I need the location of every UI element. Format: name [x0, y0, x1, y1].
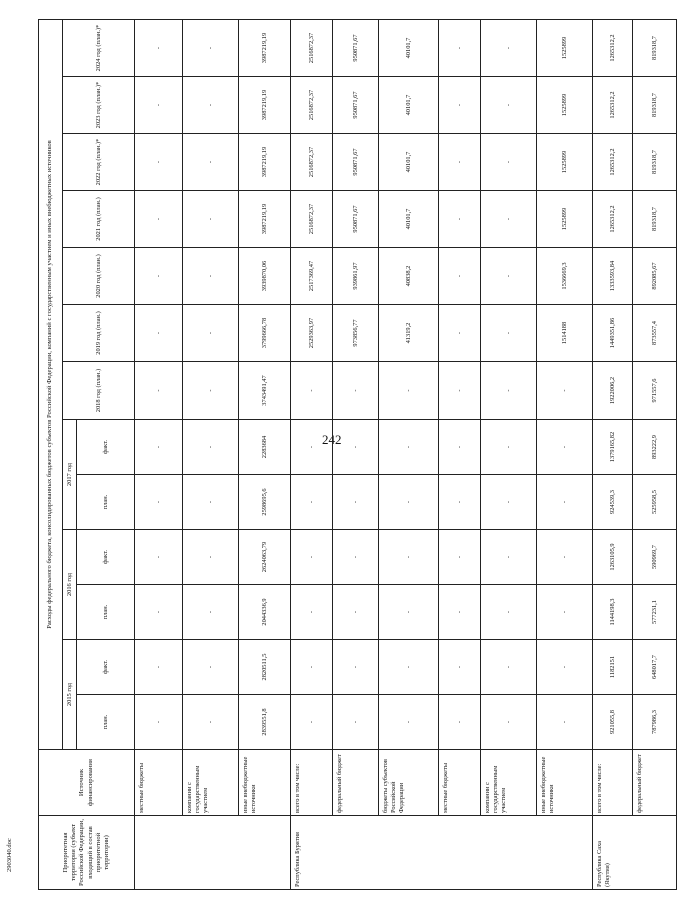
value-cell: 2624063,79 — [239, 530, 291, 585]
value-cell: - — [379, 695, 439, 750]
value-cell: 819318,7 — [633, 191, 677, 248]
table-row — [379, 20, 439, 890]
value-cell: 1265312,2 — [593, 191, 633, 248]
value-cell: - — [183, 420, 239, 475]
value-cell: - — [439, 305, 481, 362]
header-fact: факт. — [77, 640, 135, 695]
value-cell: 3799666,78 — [239, 305, 291, 362]
value-cell: - — [481, 475, 537, 530]
value-cell: - — [135, 695, 183, 750]
table-row — [333, 20, 379, 890]
value-cell: 2839551,8 — [239, 695, 291, 750]
value-cell: - — [135, 77, 183, 134]
value-cell: 648017,7 — [633, 640, 677, 695]
value-cell: - — [333, 585, 379, 640]
value-cell: 40101,7 — [379, 134, 439, 191]
value-cell: - — [439, 475, 481, 530]
value-cell: 1536669,3 — [537, 248, 593, 305]
header-2021: 2021 год (план.) — [63, 191, 135, 248]
value-cell: - — [291, 362, 333, 420]
value-cell: 1265312,2 — [593, 77, 633, 134]
value-cell: - — [183, 77, 239, 134]
source-cell: иные внебюджетные источники — [239, 750, 291, 816]
table-row — [291, 20, 333, 890]
value-cell: - — [379, 640, 439, 695]
value-cell: 1525899 — [537, 20, 593, 77]
value-cell: - — [439, 530, 481, 585]
header-expenses: Расходы федерального бюджета, консолидированных бюджетов субъектов Российской Федерации, компаний с государственным участием и иных внебюджетных источников — [39, 20, 63, 750]
value-cell: - — [183, 305, 239, 362]
value-cell: - — [481, 585, 537, 640]
table-row — [633, 20, 677, 890]
header-year-2017: 2017 год — [63, 420, 77, 530]
value-cell: 819318,7 — [633, 134, 677, 191]
table-row — [239, 20, 291, 890]
value-cell: - — [183, 20, 239, 77]
header-fact: факт. — [77, 420, 135, 475]
value-cell: - — [183, 640, 239, 695]
value-cell: - — [183, 248, 239, 305]
value-cell: 1922006,2 — [593, 362, 633, 420]
value-cell: - — [481, 695, 537, 750]
value-cell: 1265312,2 — [593, 134, 633, 191]
value-cell: - — [183, 362, 239, 420]
value-cell: 1379165,82 — [593, 420, 633, 475]
territory-cell: Республика Саха (Якутия) — [593, 816, 677, 890]
value-cell: 2283684 — [239, 420, 291, 475]
value-cell: - — [333, 475, 379, 530]
value-cell: 525958,5 — [633, 475, 677, 530]
source-cell: федеральный бюджет — [333, 750, 379, 816]
value-cell: - — [439, 695, 481, 750]
value-cell: - — [439, 248, 481, 305]
document-id: 2903040.doc — [6, 838, 13, 872]
value-cell: 950871,67 — [333, 77, 379, 134]
value-cell: - — [291, 585, 333, 640]
value-cell: 973856,77 — [333, 305, 379, 362]
value-cell: 41319,2 — [379, 305, 439, 362]
value-cell: 921055,8 — [593, 695, 633, 750]
table-row — [593, 20, 633, 890]
budget-table — [38, 19, 677, 890]
header-2019: 2019 год (план.) — [63, 305, 135, 362]
value-cell: - — [333, 640, 379, 695]
value-cell: - — [183, 475, 239, 530]
value-cell: 950871,67 — [333, 191, 379, 248]
source-cell: всего в том числе: — [291, 750, 333, 816]
table-row — [183, 20, 239, 890]
value-cell: - — [537, 362, 593, 420]
value-cell: - — [481, 420, 537, 475]
value-cell: - — [439, 20, 481, 77]
value-cell: 971557,6 — [633, 362, 677, 420]
value-cell: - — [481, 191, 537, 248]
value-cell: 1265312,2 — [593, 20, 633, 77]
source-cell: бюджеты субъектов Российской Федерации — [379, 750, 439, 816]
value-cell: 1525899 — [537, 134, 593, 191]
header-year-2016: 2016 год — [63, 530, 77, 640]
value-cell: 3939870,06 — [239, 248, 291, 305]
value-cell: - — [439, 362, 481, 420]
rotated-table-container — [38, 20, 658, 890]
value-cell: 1263105,9 — [593, 530, 633, 585]
value-cell: - — [537, 475, 593, 530]
value-cell: - — [183, 585, 239, 640]
value-cell: 2516872,37 — [291, 134, 333, 191]
value-cell: - — [183, 530, 239, 585]
value-cell: - — [135, 640, 183, 695]
value-cell: 950871,67 — [333, 20, 379, 77]
value-cell: - — [333, 362, 379, 420]
value-cell: - — [481, 305, 537, 362]
source-cell: федеральный бюджет — [633, 750, 677, 816]
value-cell: - — [291, 695, 333, 750]
value-cell: - — [537, 640, 593, 695]
value-cell: 819318,7 — [633, 77, 677, 134]
table-body — [135, 20, 677, 890]
header-2022: 2022 год (план.)* — [63, 134, 135, 191]
value-cell: - — [379, 475, 439, 530]
header-source: Источник финансирования — [39, 750, 135, 816]
value-cell: - — [439, 191, 481, 248]
value-cell: - — [439, 134, 481, 191]
value-cell: 1525899 — [537, 77, 593, 134]
value-cell: - — [379, 585, 439, 640]
value-cell: - — [439, 77, 481, 134]
value-cell: 40101,7 — [379, 20, 439, 77]
value-cell: - — [135, 191, 183, 248]
value-cell: - — [537, 585, 593, 640]
value-cell: 873557,4 — [633, 305, 677, 362]
value-cell: - — [291, 420, 333, 475]
value-cell: 2516872,37 — [291, 20, 333, 77]
value-cell: 924539,3 — [593, 475, 633, 530]
table-row — [439, 20, 481, 890]
value-cell: 577231,1 — [633, 585, 677, 640]
value-cell: - — [439, 420, 481, 475]
value-cell: 893222,9 — [633, 420, 677, 475]
value-cell: - — [333, 530, 379, 585]
value-cell: 950871,67 — [333, 134, 379, 191]
header-plan: план. — [77, 695, 135, 750]
value-cell: 1182151 — [593, 640, 633, 695]
value-cell: - — [379, 362, 439, 420]
value-cell: - — [135, 475, 183, 530]
value-cell: 1449351,86 — [593, 305, 633, 362]
value-cell: - — [183, 695, 239, 750]
table-row — [135, 20, 183, 890]
value-cell: - — [135, 248, 183, 305]
value-cell: - — [481, 530, 537, 585]
value-cell: 1514188 — [537, 305, 593, 362]
value-cell: 1333593,84 — [593, 248, 633, 305]
value-cell: - — [481, 640, 537, 695]
header-2018: 2018 год (план.) — [63, 362, 135, 420]
value-cell: 40838,2 — [379, 248, 439, 305]
source-cell: местные бюджеты — [439, 750, 481, 816]
value-cell: 1144198,3 — [593, 585, 633, 640]
value-cell: - — [537, 695, 593, 750]
value-cell: - — [481, 248, 537, 305]
header-plan: план. — [77, 585, 135, 640]
value-cell: 2529363,97 — [291, 305, 333, 362]
header-fact: факт. — [77, 530, 135, 585]
source-cell: всего в том числе: — [593, 750, 633, 816]
value-cell: 787986,3 — [633, 695, 677, 750]
source-cell: иные внебюджетные источники — [537, 750, 593, 816]
territory-cell: Республика Бурятия — [291, 816, 593, 890]
header-2020: 2020 год (план.) — [63, 248, 135, 305]
value-cell: - — [135, 530, 183, 585]
value-cell: 3987219,19 — [239, 77, 291, 134]
value-cell: - — [439, 585, 481, 640]
page-number: 242 — [322, 432, 342, 447]
value-cell: - — [135, 585, 183, 640]
value-cell: 40101,7 — [379, 191, 439, 248]
value-cell: 3743491,47 — [239, 362, 291, 420]
value-cell: 3987219,19 — [239, 134, 291, 191]
value-cell: 40101,7 — [379, 77, 439, 134]
value-cell: - — [537, 530, 593, 585]
value-cell: 939861,97 — [333, 248, 379, 305]
value-cell: - — [439, 640, 481, 695]
value-cell: 1525899 — [537, 191, 593, 248]
source-cell: местные бюджеты — [135, 750, 183, 816]
source-cell: компании с государственным участием — [183, 750, 239, 816]
value-cell: - — [183, 191, 239, 248]
value-cell: - — [481, 134, 537, 191]
value-cell: - — [537, 420, 593, 475]
territory-cell — [135, 816, 291, 890]
value-cell: 2044336,9 — [239, 585, 291, 640]
value-cell: - — [333, 420, 379, 475]
table-row — [481, 20, 537, 890]
value-cell: - — [333, 695, 379, 750]
header-territory: Приоритетная территория (субъект Российской Федерации, входящий в состав приоритетной территории) — [39, 816, 135, 890]
value-cell: 590969,7 — [633, 530, 677, 585]
value-cell: 2820511,5 — [239, 640, 291, 695]
value-cell: - — [135, 20, 183, 77]
value-cell: 819318,7 — [633, 20, 677, 77]
value-cell: - — [291, 475, 333, 530]
value-cell: - — [135, 134, 183, 191]
value-cell: 3987219,19 — [239, 20, 291, 77]
value-cell: - — [379, 530, 439, 585]
value-cell: - — [379, 420, 439, 475]
value-cell: 892085,67 — [633, 248, 677, 305]
header-year-2015: 2015 год — [63, 640, 77, 750]
value-cell: - — [481, 20, 537, 77]
value-cell: - — [135, 305, 183, 362]
value-cell: 2598695,6 — [239, 475, 291, 530]
value-cell: - — [481, 362, 537, 420]
value-cell: 2517369,47 — [291, 248, 333, 305]
value-cell: 2516872,37 — [291, 77, 333, 134]
source-cell: компании с государственным участием — [481, 750, 537, 816]
value-cell: - — [183, 134, 239, 191]
header-2023: 2023 год (план.)* — [63, 77, 135, 134]
value-cell: - — [135, 362, 183, 420]
value-cell: - — [291, 640, 333, 695]
value-cell: 3987219,19 — [239, 191, 291, 248]
header-2024: 2024 год (план.)* — [63, 20, 135, 77]
value-cell: - — [135, 420, 183, 475]
value-cell: 2516872,37 — [291, 191, 333, 248]
table-row — [537, 20, 593, 890]
value-cell: - — [291, 530, 333, 585]
header-plan: план. — [77, 475, 135, 530]
value-cell: - — [481, 77, 537, 134]
